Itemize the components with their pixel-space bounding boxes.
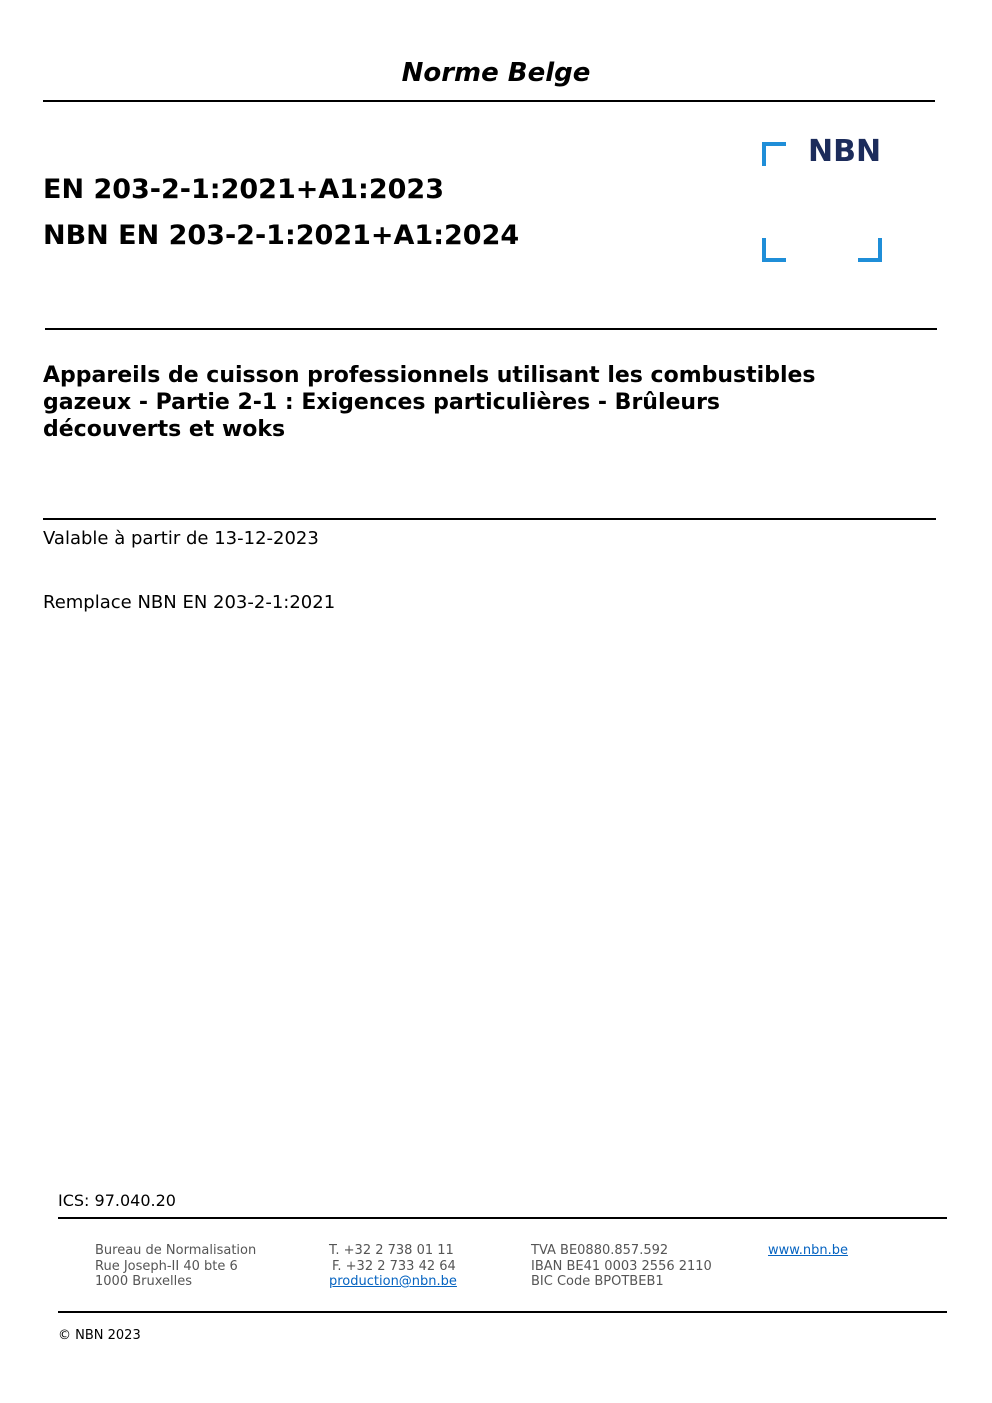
footer-address (95, 1243, 256, 1290)
iban-number: IBAN BE41 0003 2556 2110 (531, 1258, 712, 1274)
address-line: Bureau de Normalisation (95, 1243, 257, 1258)
replaces-note: Remplace NBN EN 203-2-1:2021 (43, 592, 336, 613)
standard-number-nbn: NBN EN 203-2-1:2021+A1:2024 (43, 220, 520, 251)
vat-number: TVA BE0880.857.592 (531, 1243, 669, 1258)
website-link[interactable]: www.nbn.be (768, 1243, 848, 1258)
address-line: 1000 Bruxelles (95, 1274, 193, 1289)
email-link[interactable]: production@nbn.be (329, 1274, 457, 1289)
document-title-line: Appareils de cuisson professionnels utilisant les combustibles (43, 363, 816, 388)
title-divider-top (45, 328, 937, 330)
page-header-title: Norme Belge (401, 58, 591, 88)
document-title-line: découverts et woks (43, 417, 286, 442)
address-line: Rue Joseph-II 40 bte 6 (95, 1258, 238, 1274)
bic-code: BIC Code BPOTBEB1 (531, 1274, 664, 1289)
phone-number: T. +32 2 738 01 11 (329, 1243, 454, 1258)
document-title-line: gazeux - Partie 2-1 : Exigences particulières - Brûleurs (43, 390, 721, 415)
logo-text: NBN (808, 134, 882, 169)
title-divider-bottom (43, 518, 936, 520)
standard-number-en: EN 203-2-1:2021+A1:2023 (43, 174, 444, 205)
footer-contact (329, 1243, 457, 1290)
document-title (43, 362, 923, 443)
footer-bank (531, 1243, 712, 1290)
validity-date: Valable à partir de 13-12-2023 (43, 528, 319, 549)
footer-web (768, 1243, 848, 1259)
copyright-notice: © NBN 2023 (58, 1328, 141, 1343)
footer-divider-bottom (58, 1311, 947, 1313)
footer-divider-top (58, 1217, 947, 1219)
fax-number: F. +32 2 733 42 64 (332, 1258, 456, 1274)
header-divider (43, 100, 935, 102)
ics-code: ICS: 97.040.20 (58, 1191, 176, 1210)
